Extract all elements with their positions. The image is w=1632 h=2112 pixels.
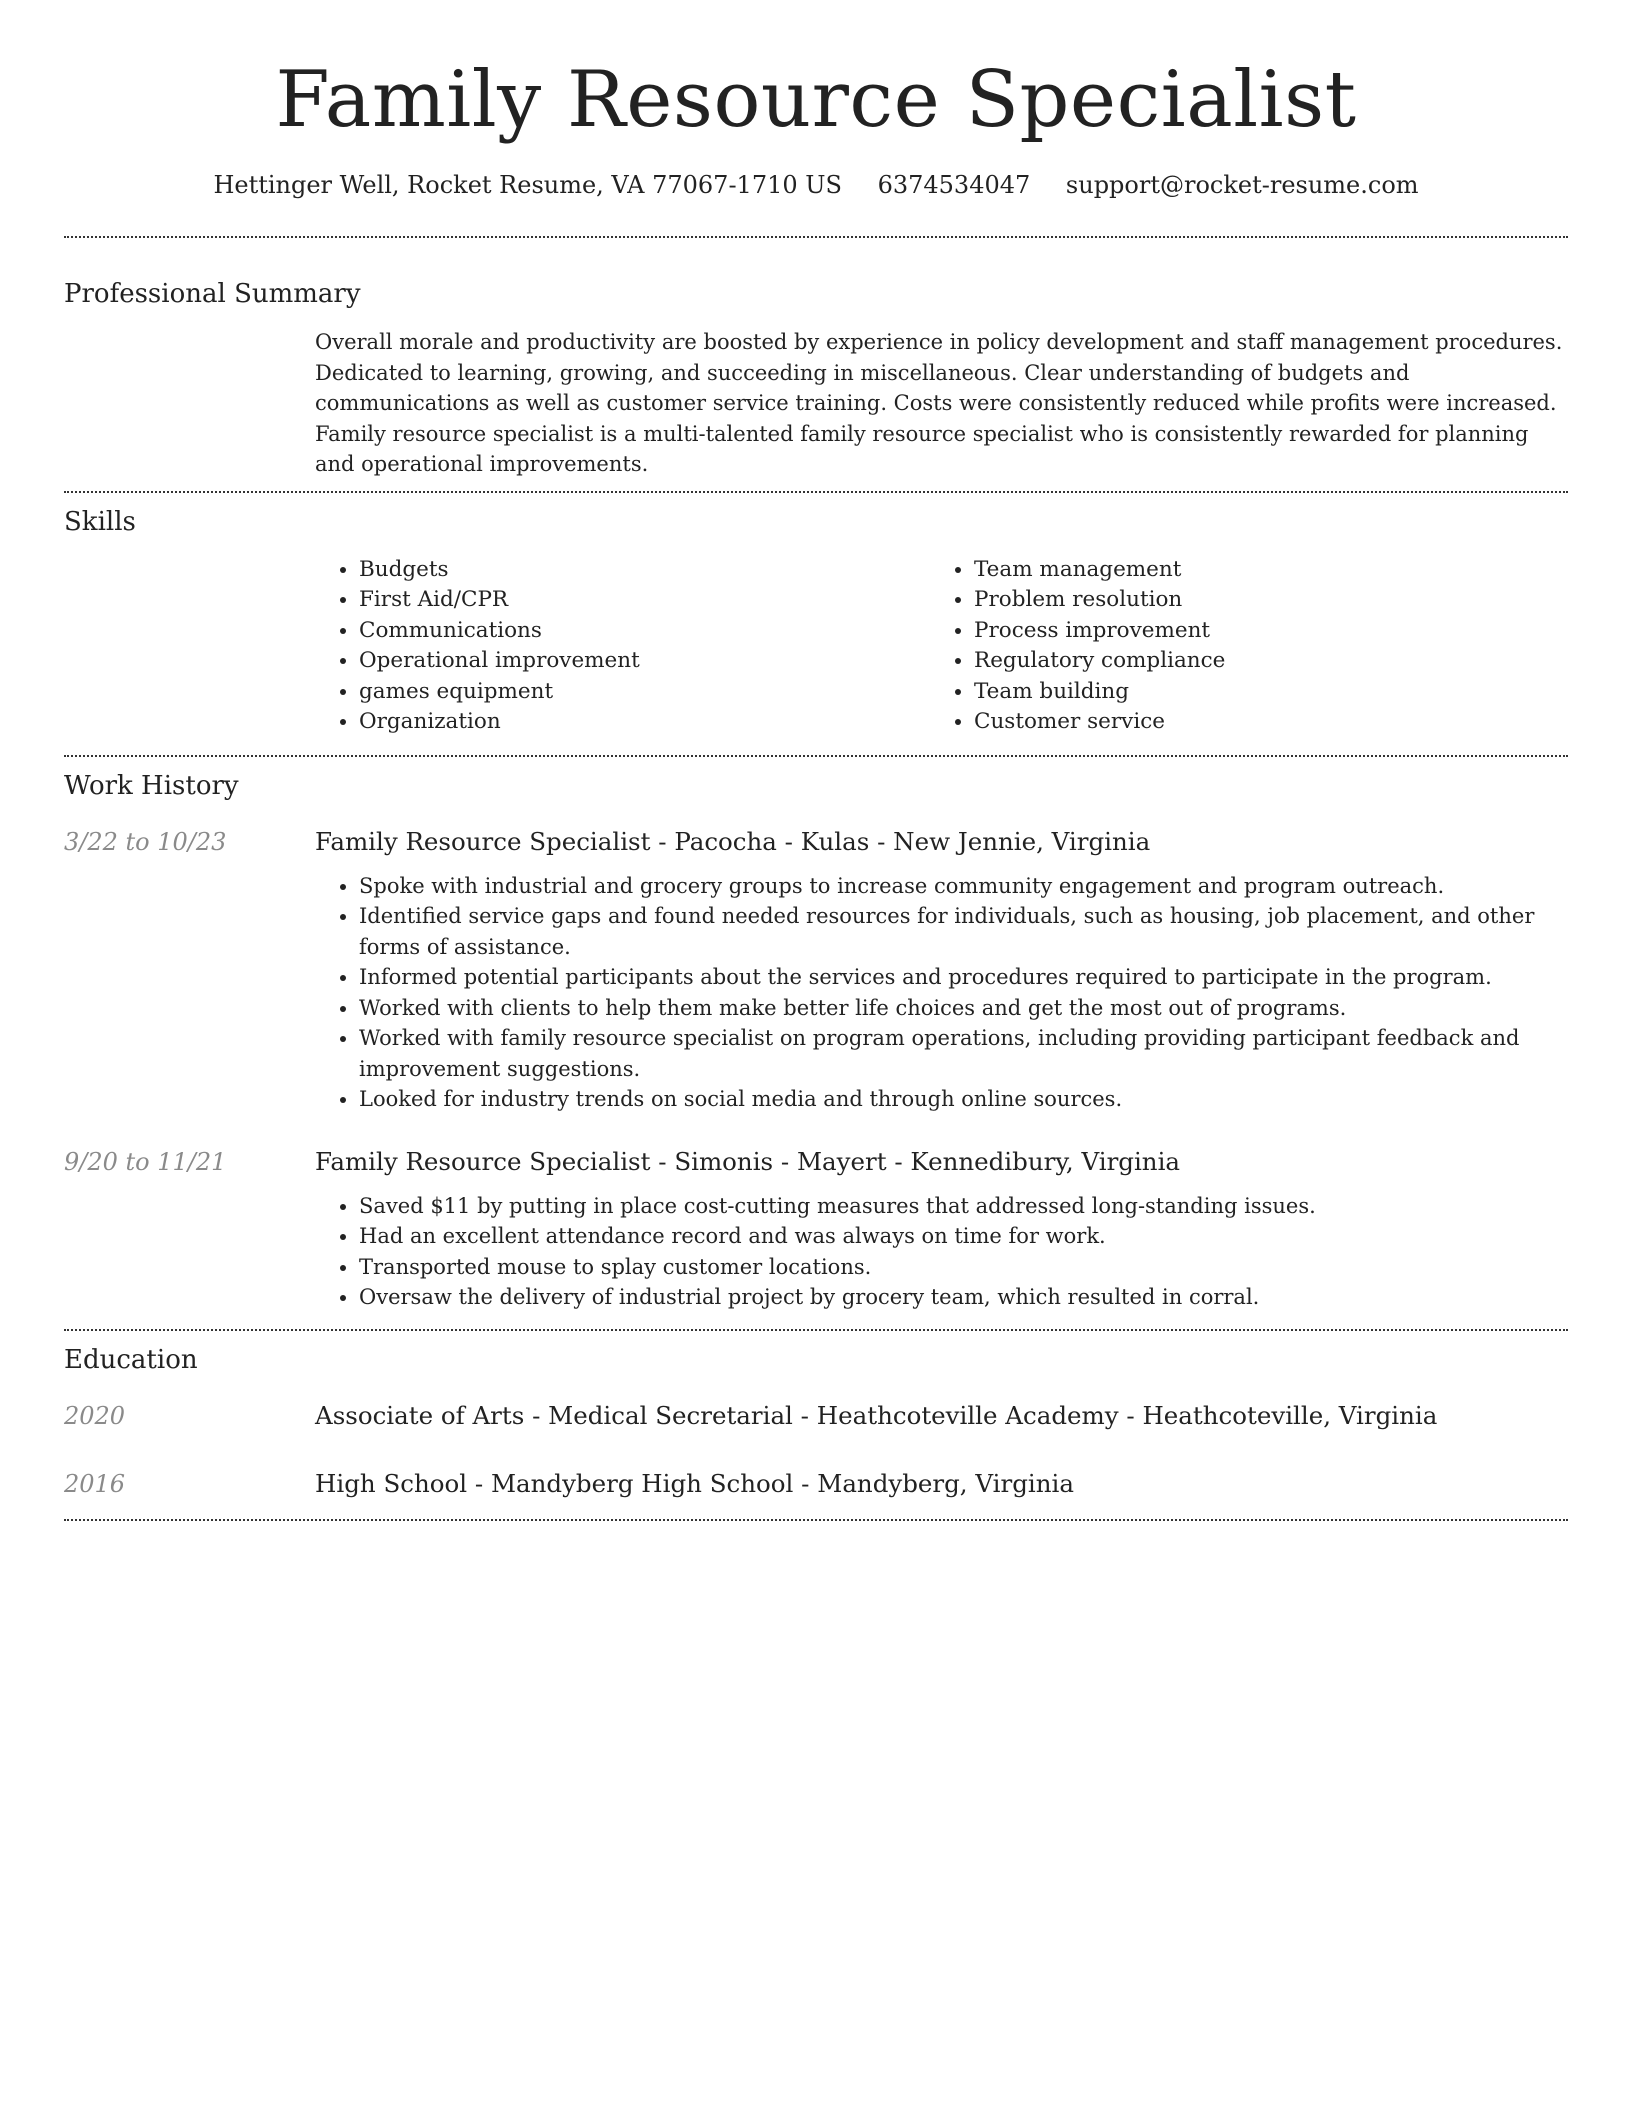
job-heading: Family Resource Specialist - Pacocha - Kulas - New Jennie, Virginia [315,826,1151,856]
education-year: 2016 [64,1469,126,1498]
job-entry [64,825,1568,1115]
resume-title: Family Resource Specialist [275,55,1357,145]
job-bullet: • Spoke with industrial and grocery groups to increase community engagement and program outreach. [359,871,1568,902]
education-location: Heathcoteville, Virginia [1142,1400,1438,1430]
skill-item: • Problem resolution [974,585,1225,616]
section-heading-summary: Professional Summary [64,279,361,309]
job-employer: Simonis - Mayert [674,1146,887,1176]
section-heading-education: Education [64,1344,198,1375]
work-history-section [64,757,1568,1313]
education-school: Mandyberg High School [490,1468,794,1498]
education-section [64,1331,1568,1501]
summary-text: Overall morale and productivity are boosted by experience in policy development and staff management procedures. Dedicated to learning, growing, and succeeding in miscellaneous. Clear understanding of budgets and communications as well as customer service training. Costs were consistently reduced while profits were increased. Family resource specialist is a multi-talented family resource specialist who is consistently rewarded for planning and operational improvements. [315,330,1563,476]
skill-item: • Budgets [359,555,930,586]
skill-item: • Organization [359,707,930,738]
summary-section [64,238,1568,480]
job-employer: Pacocha - Kulas [674,826,870,856]
education-entry [64,1399,1568,1433]
skills-list-left [315,555,930,738]
job-dates: 3/22 to 10/23 [64,827,227,856]
job-entry [64,1145,1568,1313]
education-degree: Associate of Arts - Medical Secretarial [315,1400,793,1430]
education-year: 2020 [64,1401,126,1430]
section-heading-work: Work History [64,770,239,801]
contact-address: Hettinger Well, Rocket Resume, VA 77067-1710 US [213,171,842,199]
job-location: New Jennie, Virginia [893,826,1151,856]
skill-item: • Operational improvement [359,646,930,677]
job-bullet: • Had an excellent attendance record and was always on time for work. [359,1221,1568,1252]
contact-line [64,168,1568,202]
skill-item: • Customer service [974,707,1225,738]
job-bullets [315,1191,1568,1313]
education-heading: Associate of Arts - Medical Secretarial - Heathcoteville Academy - Heathcoteville, Virginia [315,1400,1438,1430]
skill-item: • games equipment [359,677,930,708]
job-bullet: • Identified service gaps and found needed resources for individuals, such as housing, job placement, and other forms of assistance. [359,901,1568,962]
education-heading: High School - Mandyberg High School - Mandyberg, Virginia [315,1468,1074,1498]
divider [64,1519,1568,1521]
skills-list-right [930,555,1225,738]
education-location: Mandyberg, Virginia [817,1468,1074,1498]
section-heading-skills: Skills [64,506,136,537]
skill-item: • Team management [974,555,1225,586]
education-school: Heathcoteville Academy [816,1400,1119,1430]
job-bullet: • Worked with clients to help them make better life choices and get the most out of programs. [359,993,1568,1024]
job-dates: 9/20 to 11/21 [64,1147,227,1176]
job-heading: Family Resource Specialist - Simonis - Mayert - Kennedibury, Virginia [315,1146,1181,1176]
job-title: Family Resource Specialist [315,826,651,856]
job-location: Kennedibury, Virginia [910,1146,1181,1176]
job-bullet: • Worked with family resource specialist on program operations, including providing participant feedback and improvement suggestions. [359,1023,1568,1084]
skill-item: • Communications [359,616,930,647]
job-bullet: • Looked for industry trends on social media and through online sources. [359,1084,1568,1115]
skill-item: • Team building [974,677,1225,708]
contact-email: support@rocket-resume.com [1065,171,1419,199]
skill-item: • Process improvement [974,616,1225,647]
job-bullet: • Informed potential participants about the services and procedures required to participate in the program. [359,962,1568,993]
job-bullets [315,871,1568,1115]
job-bullet: • Oversaw the delivery of industrial project by grocery team, which resulted in corral. [359,1282,1568,1313]
skills-section [64,493,1568,738]
job-bullet: • Saved $11 by putting in place cost-cutting measures that addressed long-standing issues. [359,1191,1568,1222]
job-title: Family Resource Specialist [315,1146,651,1176]
skill-item: • First Aid/CPR [359,585,930,616]
skill-item: • Regulatory compliance [974,646,1225,677]
education-entry [64,1467,1568,1501]
job-bullet: • Transported mouse to splay customer locations. [359,1252,1568,1283]
education-degree: High School [315,1468,468,1498]
contact-phone: 6374534047 [877,171,1031,199]
